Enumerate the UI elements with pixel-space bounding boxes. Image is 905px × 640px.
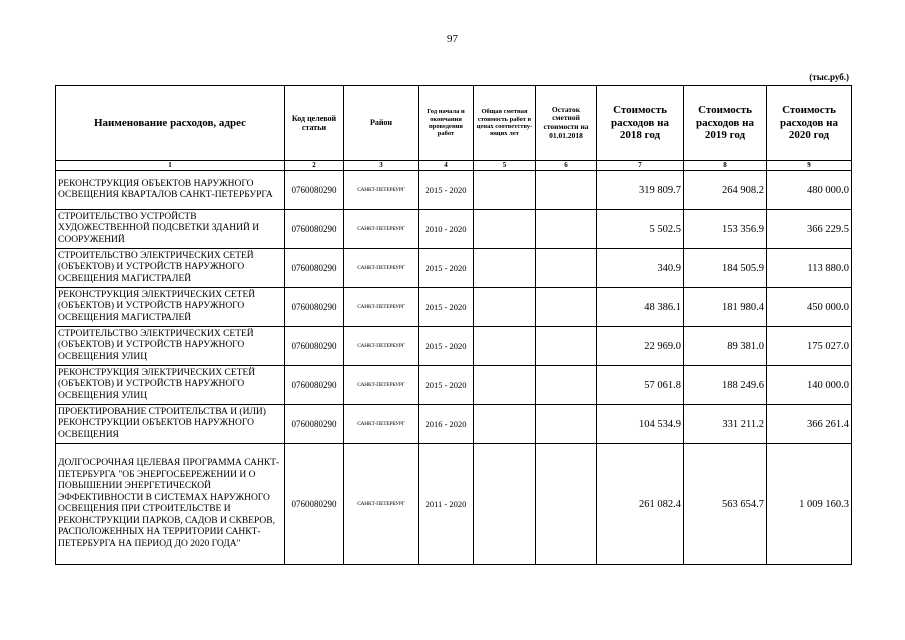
cost-2019: 264 908.2: [684, 171, 767, 210]
table-row: [56, 444, 852, 565]
cost-2020: 140 000.0: [767, 366, 852, 405]
cost-2019: 89 381.0: [684, 327, 767, 366]
district: САНКТ-ПЕТЕРБУРГ: [344, 288, 419, 327]
total-cost: [474, 405, 536, 444]
cost-2019: 188 249.6: [684, 366, 767, 405]
column-number: 2: [285, 161, 344, 171]
expense-name: СТРОИТЕЛЬСТВО ЭЛЕКТРИЧЕСКИХ СЕТЕЙ (ОБЪЕКТОВ) И УСТРОЙСТВ НАРУЖНОГО ОСВЕЩЕНИЯ УЛИЦ: [56, 327, 285, 366]
header-name: Наименование расходов, адрес: [56, 86, 285, 161]
cost-2018: 48 386.1: [597, 288, 684, 327]
district: САНКТ-ПЕТЕРБУРГ: [344, 249, 419, 288]
district: САНКТ-ПЕТЕРБУРГ: [344, 210, 419, 249]
column-number: 6: [536, 161, 597, 171]
expense-name: ПРОЕКТИРОВАНИЕ СТРОИТЕЛЬСТВА И (ИЛИ) РЕКОНСТРУКЦИИ ОБЪЕКТОВ НАРУЖНОГО ОСВЕЩЕНИЯ: [56, 405, 285, 444]
page-number: 97: [447, 33, 458, 45]
cost-2018: 22 969.0: [597, 327, 684, 366]
target-code: 0760080290: [285, 366, 344, 405]
header-district: Район: [344, 86, 419, 161]
remainder: [536, 405, 597, 444]
expense-name: РЕКОНСТРУКЦИЯ ЭЛЕКТРИЧЕСКИХ СЕТЕЙ (ОБЪЕКТОВ) И УСТРОЙСТВ НАРУЖНОГО ОСВЕЩЕНИЯ МАГИСТРАЛЕЙ: [56, 288, 285, 327]
work-years: 2016 - 2020: [419, 405, 474, 444]
units-label: (тыс.руб.): [809, 72, 849, 82]
cost-2020: 113 880.0: [767, 249, 852, 288]
cost-2019: 153 356.9: [684, 210, 767, 249]
work-years: 2015 - 2020: [419, 327, 474, 366]
cost-2020: 480 000.0: [767, 171, 852, 210]
total-cost: [474, 444, 536, 565]
column-number: 3: [344, 161, 419, 171]
expense-name: СТРОИТЕЛЬСТВО УСТРОЙСТВ ХУДОЖЕСТВЕННОЙ ПОДСВЕТКИ ЗДАНИЙ И СООРУЖЕНИЙ: [56, 210, 285, 249]
target-code: 0760080290: [285, 288, 344, 327]
header-remainder: Остаток сметной стоимости на 01.01.2018: [536, 86, 597, 161]
remainder: [536, 249, 597, 288]
cost-2020: 366 261.4: [767, 405, 852, 444]
target-code: 0760080290: [285, 327, 344, 366]
total-cost: [474, 210, 536, 249]
expense-name: РЕКОНСТРУКЦИЯ ОБЪЕКТОВ НАРУЖНОГО ОСВЕЩЕНИЯ КВАРТАЛОВ САНКТ-ПЕТЕРБУРГА: [56, 171, 285, 210]
total-cost: [474, 288, 536, 327]
table-row: [56, 366, 852, 405]
cost-2018: 57 061.8: [597, 366, 684, 405]
table-row: [56, 210, 852, 249]
district: САНКТ-ПЕТЕРБУРГ: [344, 327, 419, 366]
expense-name: СТРОИТЕЛЬСТВО ЭЛЕКТРИЧЕСКИХ СЕТЕЙ (ОБЪЕКТОВ) И УСТРОЙСТВ НАРУЖНОГО ОСВЕЩЕНИЯ МАГИСТРАЛЕЙ: [56, 249, 285, 288]
remainder: [536, 327, 597, 366]
header-row: [56, 86, 852, 161]
header-cost-2019: Стоимость расходов на 2019 год: [684, 86, 767, 161]
work-years: 2015 - 2020: [419, 288, 474, 327]
column-number: 9: [767, 161, 852, 171]
expense-name: РЕКОНСТРУКЦИЯ ЭЛЕКТРИЧЕСКИХ СЕТЕЙ (ОБЪЕКТОВ) И УСТРОЙСТВ НАРУЖНОГО ОСВЕЩЕНИЯ УЛИЦ: [56, 366, 285, 405]
header-total-cost: Общая сметная стоимость работ в ценах соответству-ющих лет: [474, 86, 536, 161]
remainder: [536, 444, 597, 565]
district: САНКТ-ПЕТЕРБУРГ: [344, 366, 419, 405]
cost-2019: 184 505.9: [684, 249, 767, 288]
cost-2019: 181 980.4: [684, 288, 767, 327]
cost-2020: 175 027.0: [767, 327, 852, 366]
total-cost: [474, 171, 536, 210]
cost-2019: 331 211.2: [684, 405, 767, 444]
table-row: [56, 249, 852, 288]
work-years: 2015 - 2020: [419, 366, 474, 405]
target-code: 0760080290: [285, 171, 344, 210]
column-number: 7: [597, 161, 684, 171]
remainder: [536, 210, 597, 249]
cost-2019: 563 654.7: [684, 444, 767, 565]
cost-2018: 5 502.5: [597, 210, 684, 249]
work-years: 2015 - 2020: [419, 171, 474, 210]
header-cost-2018: Стоимость расходов на 2018 год: [597, 86, 684, 161]
district: САНКТ-ПЕТЕРБУРГ: [344, 171, 419, 210]
remainder: [536, 171, 597, 210]
table-row: [56, 327, 852, 366]
target-code: 0760080290: [285, 444, 344, 565]
district: САНКТ-ПЕТЕРБУРГ: [344, 405, 419, 444]
cost-2018: 261 082.4: [597, 444, 684, 565]
expenses-table: [55, 85, 852, 565]
column-number: 5: [474, 161, 536, 171]
column-number: 1: [56, 161, 285, 171]
cost-2020: 1 009 160.3: [767, 444, 852, 565]
work-years: 2015 - 2020: [419, 249, 474, 288]
cost-2020: 366 229.5: [767, 210, 852, 249]
cost-2018: 340.9: [597, 249, 684, 288]
header-code: Код целевой статьи: [285, 86, 344, 161]
total-cost: [474, 249, 536, 288]
target-code: 0760080290: [285, 405, 344, 444]
expense-name: ДОЛГОСРОЧНАЯ ЦЕЛЕВАЯ ПРОГРАММА САНКТ-ПЕТЕРБУРГА "ОБ ЭНЕРГОСБЕРЕЖЕНИИ И О ПОВЫШЕНИИ ЭНЕРГЕТИЧЕСКОЙ ЭФФЕКТИВНОСТИ В СИСТЕМАХ НАРУЖНОГО ОСВЕЩЕНИЯ ПРИ СТРОИТЕЛЬСТВЕ И РЕКОНСТРУКЦИИ ПАРКОВ, САДОВ И СКВЕРОВ, РАСПОЛОЖЕННЫХ НА ТЕРРИТОРИИ САНКТ-ПЕТЕРБУРГА НА ПЕРИОД ДО 2020 ГОДА": [56, 444, 285, 565]
total-cost: [474, 366, 536, 405]
remainder: [536, 288, 597, 327]
cost-2020: 450 000.0: [767, 288, 852, 327]
table-row: [56, 405, 852, 444]
work-years: 2011 - 2020: [419, 444, 474, 565]
cost-2018: 104 534.9: [597, 405, 684, 444]
remainder: [536, 366, 597, 405]
table-row: [56, 288, 852, 327]
work-years: 2010 - 2020: [419, 210, 474, 249]
cost-2018: 319 809.7: [597, 171, 684, 210]
header-years: Год начала и окончания проведения работ: [419, 86, 474, 161]
column-number: 4: [419, 161, 474, 171]
target-code: 0760080290: [285, 249, 344, 288]
total-cost: [474, 327, 536, 366]
target-code: 0760080290: [285, 210, 344, 249]
district: САНКТ-ПЕТЕРБУРГ: [344, 444, 419, 565]
column-number-row: [56, 161, 852, 171]
table-row: [56, 171, 852, 210]
column-number: 8: [684, 161, 767, 171]
header-cost-2020: Стоимость расходов на 2020 год: [767, 86, 852, 161]
